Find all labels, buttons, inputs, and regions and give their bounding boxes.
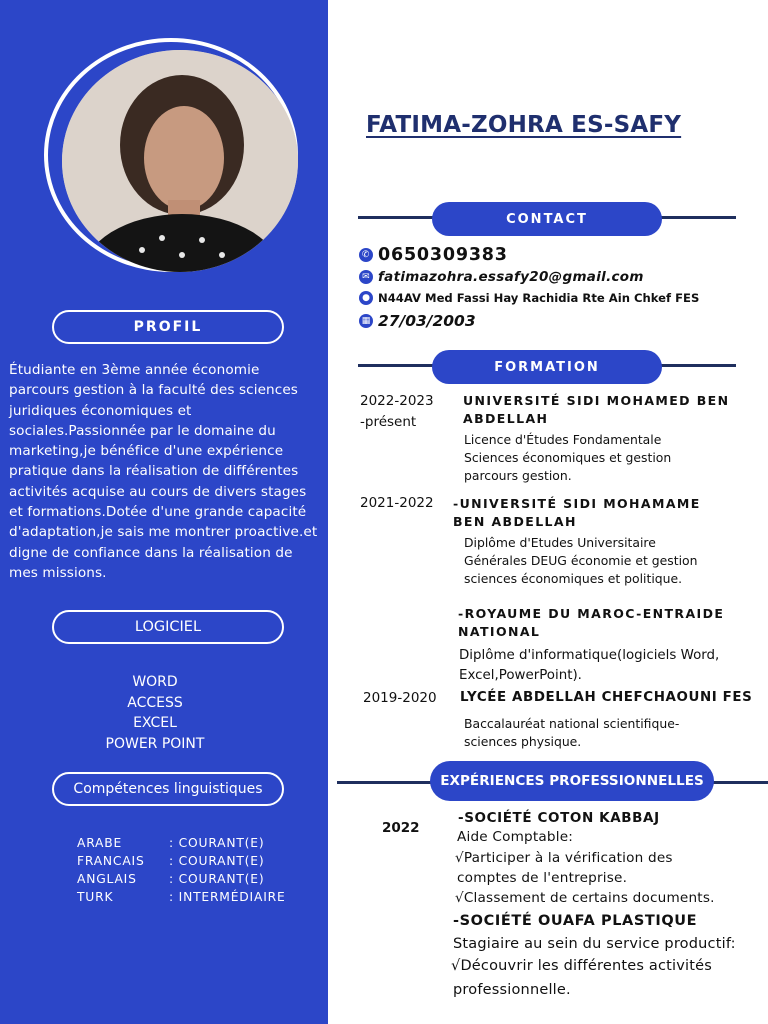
formation-school: -UNIVERSITÉ SIDI MOHAMAME BEN ABDELLAH [453, 496, 701, 529]
experience-task: √Découvrir les différentes activités [451, 958, 713, 974]
location-icon: ● [359, 291, 373, 305]
formation-description: Baccalauréat national scientifique- sciences physique. [464, 716, 680, 750]
mail-icon: ✉ [359, 270, 373, 284]
section-logiciel-header: LOGICIEL [52, 610, 284, 644]
experience-company: -SOCIÉTÉ COTON KABBAJ [458, 810, 660, 826]
contact-address: ● N44AV Med Fassi Hay Rachidia Rte Ain Chkef FES [359, 291, 699, 305]
formation-description: Diplôme d'informatique(logiciels Word, Excel,PowerPoint). [459, 648, 720, 683]
software-item: POWER POINT [105, 735, 205, 752]
language-row: ANGLAIS : COURANT(E) [77, 872, 265, 886]
formation-description: Licence d'Études Fondamentale Sciences économiques et gestion parcours gestion. [464, 432, 672, 484]
left-sidebar [0, 0, 328, 1024]
experience-task: professionnelle. [453, 982, 571, 998]
formation-school: -ROYAUME DU MAROC-ENTRAIDE NATIONAL [458, 606, 725, 639]
software-list [90, 672, 220, 754]
experience-company: -SOCIÉTÉ OUAFA PLASTIQUE [453, 913, 698, 929]
software-item: EXCEL [133, 715, 177, 731]
experience-role: Aide Comptable: [457, 829, 574, 845]
language-row: ARABE : COURANT(E) [77, 836, 265, 850]
formation-school: UNIVERSITÉ SIDI MOHAMED BEN ABDELLAH [463, 393, 730, 426]
formation-year: 2021-2022 [360, 495, 434, 511]
formation-year: -présent [360, 414, 417, 430]
profil-text: Étudiante en 3ème année économie parcours gestion à la faculté des sciences juridiques économiques et sociales.Passionnée par le domaine du marketing,je bénéfice d'une expérience pratique dans la réalisation de différentes activités acquise au cours de divers stages et formations.Dotée d'une grande capacité d'adaptation,je sais me montrer proactive.et digne de confiance dans la réalisation de mes missions. [9, 362, 318, 581]
languages-table [77, 834, 286, 906]
language-row: TURK : INTERMÉDIAIRE [77, 890, 286, 904]
language-row: FRANCAIS : COURANT(E) [77, 854, 265, 868]
section-formation-header: FORMATION [432, 350, 662, 384]
software-item: WORD [132, 674, 178, 690]
phone-icon: ✆ [359, 248, 373, 262]
formation-description: Diplôme d'Etudes Universitaire Générales DEUG économie et gestion sciences économiques et politique. [464, 535, 698, 587]
contact-phone: ✆ 0650309383 [359, 245, 508, 265]
profile-photo [62, 50, 298, 272]
formation-school: LYCÉE ABDELLAH CHEFCHAOUNI FES [460, 690, 753, 705]
candidate-name: FATIMA-ZOHRA ES-SAFY [366, 112, 682, 138]
experience-role: Stagiaire au sein du service productif: [453, 936, 736, 952]
section-langues-header: Compétences linguistiques [52, 772, 284, 806]
section-experiences-header: EXPÉRIENCES PROFESSIONNELLES [430, 761, 714, 801]
experience-task: √Classement de certains documents. [455, 890, 715, 906]
calendar-icon: ▦ [359, 314, 373, 328]
formation-year: 2019-2020 [363, 690, 437, 706]
experience-year: 2022 [382, 820, 420, 836]
contact-email: ✉ fatimazohra.essafy20@gmail.com [359, 269, 644, 285]
software-item: ACCESS [127, 694, 183, 711]
section-contact-header: CONTACT [432, 202, 662, 236]
contact-birthdate: ▦ 27/03/2003 [359, 312, 476, 330]
section-profil-header: PROFIL [52, 310, 284, 344]
experience-task: √Participer à la vérification des [455, 850, 673, 866]
experience-task: comptes de l'entreprise. [457, 870, 628, 886]
formation-year: 2022-2023 [360, 393, 434, 409]
